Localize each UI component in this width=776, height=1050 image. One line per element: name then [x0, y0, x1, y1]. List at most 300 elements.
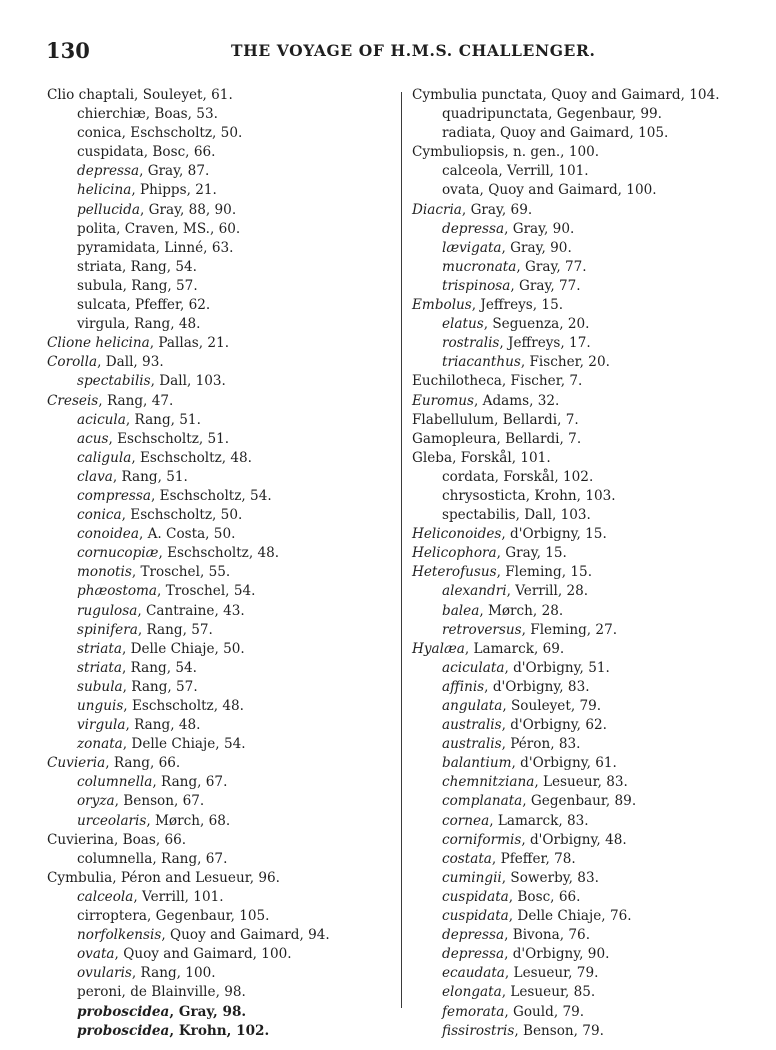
taxon-name: Creseis — [47, 392, 99, 409]
authority-and-page: , Bellardi, 7. — [494, 411, 579, 428]
authority-and-page: , Jeffreys, 17. — [499, 335, 591, 352]
index-entry-genus — [412, 392, 762, 411]
authority-and-page: , Bosc, 66. — [143, 144, 216, 161]
taxon-name: proboscidea — [77, 1003, 170, 1020]
authority-and-page: , Bivona, 76. — [504, 927, 591, 944]
authority-and-page: , Krohn, 103. — [525, 487, 616, 504]
taxon-name: striata — [77, 659, 122, 676]
index-entry-species — [412, 468, 762, 487]
taxon-name: Cymbuliopsis — [412, 144, 505, 161]
authority-and-page: , d'Orbigny, 83. — [484, 678, 590, 695]
taxon-name: striata — [77, 640, 122, 657]
index-entry-species — [47, 181, 392, 200]
authority-and-page: , Rang, 100. — [131, 965, 216, 982]
index-entry-species — [47, 544, 392, 563]
authority-and-page: , Gould, 79. — [504, 1003, 585, 1020]
taxon-name: radiata — [442, 125, 492, 142]
taxon-name: conica — [77, 507, 122, 524]
index-entry-genus — [412, 544, 762, 563]
authority-and-page: , Fleming, 27. — [521, 621, 618, 638]
authority-and-page: , Dall, 103. — [515, 507, 591, 524]
index-entry-species — [47, 697, 392, 716]
authority-and-page: , Cantraine, 43. — [137, 602, 245, 619]
authority-and-page: , Gegenbaur, 105. — [146, 908, 270, 925]
index-entry-genus — [412, 296, 762, 315]
index-entry-species — [47, 1022, 392, 1041]
taxon-name: cirroptera — [77, 908, 147, 925]
index-entry-species — [412, 582, 762, 601]
index-entry-species — [412, 735, 762, 754]
index-entry-genus — [412, 86, 762, 105]
taxon-name: unguis — [77, 698, 124, 714]
authority-and-page: , Benson, 79. — [514, 1022, 604, 1039]
authority-and-page: , Benson, 67. — [114, 793, 205, 810]
index-entry-species — [412, 124, 762, 143]
index-entry-genus — [47, 869, 392, 888]
index-column-left — [47, 86, 392, 1041]
authority-and-page: , n. gen., 100. — [504, 144, 600, 161]
authority-and-page: , Sowerby, 83. — [501, 869, 599, 886]
index-entry-species — [47, 602, 392, 621]
taxon-name: caligula — [77, 449, 132, 466]
authority-and-page: , Seguenza, 20. — [483, 316, 590, 333]
taxon-name: ovata — [77, 946, 115, 963]
authority-and-page: , Troschel, 55. — [131, 564, 231, 581]
index-entry-species — [412, 983, 762, 1002]
index-entry-species — [412, 602, 762, 621]
authority-and-page: , Lamarck, 83. — [489, 812, 589, 829]
taxon-name: ecaudata — [442, 965, 505, 982]
index-entry-species — [47, 907, 392, 926]
authority-and-page: , Dall, 93. — [97, 354, 164, 371]
index-entry-species — [47, 983, 392, 1002]
index-entry-species — [412, 773, 762, 792]
authority-and-page: , Fleming, 15. — [496, 564, 593, 581]
taxon-name: lævigata — [442, 239, 502, 256]
taxon-name: calceola — [442, 163, 499, 180]
authority-and-page: , Eschscholtz, 48. — [131, 449, 252, 466]
taxon-name: compressa — [77, 487, 151, 504]
page-number: 130 — [46, 38, 90, 63]
taxon-name: complanata — [442, 793, 523, 810]
authority-and-page: , Delle Chiaje, 54. — [122, 736, 246, 753]
index-entry-genus — [412, 449, 762, 468]
index-entry-genus — [412, 430, 762, 449]
taxon-name: Gleba — [412, 449, 453, 466]
taxon-name: monotis — [77, 564, 132, 581]
index-entry-species — [47, 372, 392, 391]
taxon-name: proboscidea — [77, 1022, 170, 1039]
authority-and-page: , Gray, 90. — [501, 239, 572, 256]
index-entry-species — [47, 812, 392, 831]
index-entry-species — [47, 162, 392, 181]
taxon-name: Clio chaptali — [47, 87, 135, 103]
index-entry-species — [412, 907, 762, 926]
index-entry-species — [412, 1022, 762, 1041]
taxon-name: phæostoma — [77, 583, 158, 600]
authority-and-page: , Craven, MS., 60. — [116, 220, 241, 237]
taxon-name: Hyalæa — [412, 640, 465, 657]
index-entry-species — [412, 105, 762, 124]
taxon-name: Cuvierina — [47, 831, 114, 848]
authority-and-page: , Fischer, 20. — [520, 354, 610, 371]
taxon-name: norfolkensis — [77, 927, 162, 944]
index-entry-species — [412, 792, 762, 811]
index-entry-genus — [412, 411, 762, 430]
index-entry-species — [47, 258, 392, 277]
authority-and-page: , d'Orbigny, 51. — [504, 659, 610, 676]
authority-and-page: , Quoy and Gaimard, 100. — [114, 946, 292, 963]
index-entry-species — [47, 277, 392, 296]
taxon-name: pellucida — [77, 201, 140, 218]
taxon-name: rugulosa — [77, 602, 138, 619]
taxon-name: depressa — [442, 220, 505, 237]
index-entry-genus — [412, 563, 762, 582]
index-entry-species — [412, 697, 762, 716]
index-entry-species — [412, 220, 762, 239]
index-entry-species — [412, 812, 762, 831]
index-entry-species — [47, 582, 392, 601]
index-entry-species — [47, 124, 392, 143]
running-title: THE VOYAGE OF H.M.S. CHALLENGER. — [231, 41, 596, 60]
index-entry-species — [47, 850, 392, 869]
taxon-name: virgula — [77, 316, 126, 333]
index-entry-genus — [412, 143, 762, 162]
index-entry-species — [47, 201, 392, 220]
taxon-name: Corolla — [47, 354, 98, 371]
taxon-name: conica — [77, 125, 122, 142]
authority-and-page: , Souleyet, 61. — [134, 87, 233, 103]
authority-and-page: , Rang, 57. — [137, 621, 213, 638]
index-entry-species — [47, 640, 392, 659]
index-entry-species — [412, 334, 762, 353]
index-entry-species — [47, 105, 392, 124]
authority-and-page: , Mørch, 28. — [479, 602, 564, 619]
index-entry-species — [47, 945, 392, 964]
taxon-name: cordata — [442, 468, 495, 485]
index-entry-species — [47, 659, 392, 678]
taxon-name: australis — [442, 717, 502, 734]
authority-and-page: , Forskål, 101. — [452, 449, 551, 466]
index-entry-species — [412, 754, 762, 773]
authority-and-page: , Troschel, 54. — [157, 583, 256, 600]
authority-and-page: , Rang, 51. — [125, 411, 201, 428]
index-entry-species — [47, 430, 392, 449]
authority-and-page: , Lamarck, 69. — [464, 640, 565, 657]
index-entry-genus — [47, 334, 392, 353]
taxon-name: oryza — [77, 793, 115, 810]
authority-and-page: , Quoy and Gaimard, 100. — [479, 182, 657, 199]
authority-and-page: , Boas, 66. — [113, 831, 187, 848]
authority-and-page: , Pfeffer, 78. — [491, 850, 576, 867]
taxon-name: calceola — [77, 888, 134, 905]
authority-and-page: , Adams, 32. — [473, 392, 560, 409]
authority-and-page: , Pfeffer, 62. — [126, 297, 211, 314]
taxon-name: cuspidata — [442, 888, 509, 905]
authority-and-page: , Rang, 54. — [121, 258, 197, 275]
index-entry-species — [47, 678, 392, 697]
authority-and-page: , Gray, 15. — [496, 545, 567, 562]
authority-and-page: , Souleyet, 79. — [502, 698, 602, 714]
index-entry-species — [412, 1003, 762, 1022]
taxon-name: sulcata — [77, 297, 127, 314]
authority-and-page: , Quoy and Gaimard, 104. — [542, 87, 720, 103]
taxon-name: Euromus — [412, 392, 474, 409]
index-entry-species — [412, 162, 762, 181]
index-entry-species — [47, 1003, 392, 1022]
taxon-name: chemnitziana — [442, 774, 535, 791]
taxon-name: chierchiæ — [77, 106, 146, 123]
authority-and-page: , Gray, 77. — [510, 277, 581, 294]
index-entry-genus — [47, 392, 392, 411]
taxon-name: balea — [442, 602, 480, 619]
index-entry-species — [47, 315, 392, 334]
index-entry-species — [412, 964, 762, 983]
authority-and-page: , Rang, 51. — [112, 468, 188, 485]
authority-and-page: , Gray, 77. — [516, 258, 587, 275]
authority-and-page: , Mørch, 68. — [146, 812, 231, 829]
index-entry-species — [47, 735, 392, 754]
index-entry-species — [412, 926, 762, 945]
index-entry-genus — [47, 754, 392, 773]
taxon-name: Diacria — [412, 201, 462, 218]
authority-and-page: , Rang, 47. — [98, 392, 174, 409]
taxon-name: polita — [77, 220, 117, 237]
taxon-name: cuspidata — [442, 908, 509, 925]
taxon-name: helicina — [77, 182, 132, 199]
taxon-name: acus — [77, 430, 109, 447]
taxon-name: quadripunctata — [442, 106, 549, 123]
authority-and-page: , A. Costa, 50. — [138, 526, 236, 543]
taxon-name: angulata — [442, 698, 503, 714]
index-entry-species — [412, 353, 762, 372]
taxon-name: spectabilis — [77, 373, 151, 390]
taxon-name: elatus — [442, 316, 484, 333]
authority-and-page: , Boas, 53. — [145, 106, 218, 123]
authority-and-page: , Eschscholtz, 48. — [158, 545, 280, 562]
authority-and-page: , Fischer, 7. — [501, 373, 583, 390]
authority-and-page: , Quoy and Gaimard, 94. — [161, 927, 330, 944]
index-entry-species — [412, 888, 762, 907]
authority-and-page: , Phipps, 21. — [131, 182, 217, 199]
index-entry-species — [412, 831, 762, 850]
index-entry-species — [412, 506, 762, 525]
taxon-name: triacanthus — [442, 354, 521, 371]
taxon-name: pyramidata — [77, 239, 156, 256]
authority-and-page: , Rang, 48. — [125, 717, 201, 734]
taxon-name: subula — [77, 678, 123, 695]
taxon-name: costata — [442, 850, 492, 867]
index-entry-species — [47, 468, 392, 487]
taxon-name: rostralis — [442, 335, 500, 352]
taxon-name: ovularis — [77, 965, 132, 982]
authority-and-page: , Rang, 67. — [152, 850, 228, 867]
index-entry-species — [412, 621, 762, 640]
index-entry-species — [47, 239, 392, 258]
authority-and-page: , Rang, 67. — [152, 774, 228, 791]
index-entry-species — [47, 964, 392, 983]
authority-and-page: , Gegenbaur, 99. — [548, 106, 662, 123]
taxon-name: Flabellulum — [412, 411, 495, 428]
index-entry-species — [47, 411, 392, 430]
taxon-name: spectabilis — [442, 507, 516, 524]
authority-and-page: , Lesueur, 83. — [534, 774, 628, 791]
authority-and-page: , Krohn, 102. — [169, 1022, 270, 1039]
taxon-name: femorata — [442, 1003, 505, 1020]
taxon-name: depressa — [77, 163, 140, 180]
authority-and-page: , Bosc, 66. — [508, 888, 581, 905]
taxon-name: retroversus — [442, 621, 522, 638]
index-entry-species — [47, 449, 392, 468]
taxon-name: chrysosticta — [442, 487, 526, 504]
authority-and-page: , Bellardi, 7. — [496, 430, 582, 447]
authority-and-page: , Lesueur, 85. — [501, 984, 596, 1001]
index-entry-genus — [47, 831, 392, 850]
authority-and-page: , Péron, 83. — [501, 736, 581, 753]
authority-and-page: , Rang, 57. — [122, 277, 198, 294]
taxon-name: subula — [77, 277, 123, 294]
index-entry-genus — [412, 201, 762, 220]
index-entry-genus — [412, 372, 762, 391]
index-entry-species — [412, 850, 762, 869]
authority-and-page: , Gray, 87. — [139, 163, 210, 180]
index-entry-species — [47, 563, 392, 582]
taxon-name: trispinosa — [442, 277, 511, 294]
index-entry-species — [412, 277, 762, 296]
index-column-right — [412, 86, 762, 1041]
taxon-name: cornea — [442, 812, 490, 829]
taxon-name: aciculata — [442, 659, 505, 676]
authority-and-page: , Verrill, 101. — [133, 888, 224, 905]
authority-and-page: , Eschscholtz, 50. — [121, 507, 243, 524]
authority-and-page: , Lesueur, 79. — [504, 965, 599, 982]
authority-and-page: , Eschscholtz, 54. — [151, 487, 272, 504]
authority-and-page: , Pallas, 21. — [149, 335, 230, 352]
taxon-name: balantium — [442, 755, 512, 772]
authority-and-page: , Linné, 63. — [155, 239, 234, 256]
taxon-name: Euchilotheca — [412, 373, 502, 390]
authority-and-page: , Gray, 90. — [504, 220, 575, 237]
index-entry-species — [47, 888, 392, 907]
index-entry-species — [412, 659, 762, 678]
index-entry-species — [412, 945, 762, 964]
taxon-name: corniformis — [442, 831, 522, 848]
index-entry-species — [412, 315, 762, 334]
taxon-name: Cymbulia punctata — [412, 87, 543, 103]
index-entry-genus — [47, 353, 392, 372]
index-entry-species — [47, 525, 392, 544]
index-entry-species — [412, 239, 762, 258]
index-entry-species — [412, 716, 762, 735]
index-entry-species — [47, 143, 392, 162]
authority-and-page: , Verrill, 28. — [506, 583, 589, 600]
index-entry-genus — [47, 86, 392, 105]
taxon-name: urceolaris — [77, 812, 147, 829]
taxon-name: affinis — [442, 678, 485, 695]
authority-and-page: , Rang, 66. — [105, 755, 181, 772]
index-entry-genus — [412, 525, 762, 544]
index-entry-species — [412, 258, 762, 277]
authority-and-page: , Jeffreys, 15. — [471, 297, 564, 314]
authority-and-page: , Eschscholtz, 50. — [121, 125, 243, 142]
taxon-name: Helicophora — [412, 545, 497, 562]
taxon-name: columnella — [77, 774, 153, 791]
index-entry-species — [47, 621, 392, 640]
taxon-name: zonata — [77, 736, 123, 753]
taxon-name: elongata — [442, 984, 502, 1001]
taxon-name: cumingii — [442, 869, 502, 886]
authority-and-page: , Quoy and Gaimard, 105. — [491, 125, 669, 142]
authority-and-page: , Péron and Lesueur, 96. — [112, 869, 280, 886]
taxon-name: ovata — [442, 182, 480, 199]
taxon-name: Gamopleura — [412, 430, 497, 447]
authority-and-page: , Dall, 103. — [150, 373, 226, 390]
authority-and-page: , d'Orbigny, 15. — [501, 526, 607, 543]
authority-and-page: , Gray, 98. — [169, 1003, 247, 1020]
index-entry-species — [47, 220, 392, 239]
authority-and-page: , Rang, 48. — [125, 316, 201, 333]
page-header — [46, 38, 756, 68]
taxon-name: australis — [442, 736, 502, 753]
authority-and-page: , Verrill, 101. — [498, 163, 589, 180]
taxon-name: columnella — [77, 850, 153, 867]
taxon-name: mucronata — [442, 258, 517, 275]
taxon-name: cuspidata — [77, 144, 144, 161]
index-entry-species — [47, 296, 392, 315]
index-entry-species — [412, 678, 762, 697]
taxon-name: peroni — [77, 984, 122, 1001]
index-entry-species — [412, 487, 762, 506]
authority-and-page: , Gray, 88, 90. — [139, 201, 237, 218]
taxon-name: acicula — [77, 411, 126, 428]
authority-and-page: , d'Orbigny, 90. — [504, 946, 610, 963]
authority-and-page: , d'Orbigny, 61. — [511, 755, 617, 772]
taxon-name: depressa — [442, 946, 505, 963]
authority-and-page: , Rang, 54. — [121, 659, 197, 676]
authority-and-page: , Eschscholtz, 48. — [123, 698, 244, 714]
taxon-name: fissirostris — [442, 1022, 515, 1039]
taxon-name: virgula — [77, 717, 126, 734]
index-entry-species — [47, 773, 392, 792]
index-entry-genus — [412, 640, 762, 659]
taxon-name: Heterofusus — [412, 564, 497, 581]
taxon-name: clava — [77, 468, 113, 485]
authority-and-page: , Gegenbaur, 89. — [522, 793, 637, 810]
authority-and-page: , Forskål, 102. — [494, 468, 594, 485]
index-entry-species — [47, 926, 392, 945]
taxon-name: Embolus — [412, 297, 472, 314]
taxon-name: Cuvieria — [47, 755, 106, 772]
taxon-name: spinifera — [77, 621, 138, 638]
index-entry-species — [412, 181, 762, 200]
taxon-name: striata — [77, 258, 122, 275]
taxon-name: depressa — [442, 927, 505, 944]
taxon-name: Heliconoides — [412, 526, 502, 543]
taxon-name: cornucopiæ — [77, 545, 159, 562]
authority-and-page: , Rang, 57. — [122, 678, 198, 695]
authority-and-page: , de Blainville, 98. — [121, 984, 246, 1001]
taxon-name: alexandri — [442, 583, 507, 600]
authority-and-page: , Gray, 69. — [461, 201, 533, 218]
index-entry-species — [47, 506, 392, 525]
authority-and-page: , Delle Chiaje, 50. — [121, 640, 245, 657]
column-divider — [401, 92, 402, 1008]
taxon-name: conoidea — [77, 526, 139, 543]
taxon-name: Clione helicina — [47, 335, 150, 352]
authority-and-page: , Delle Chiaje, 76. — [508, 908, 632, 925]
authority-and-page: , d'Orbigny, 48. — [521, 831, 627, 848]
index-entry-species — [47, 716, 392, 735]
